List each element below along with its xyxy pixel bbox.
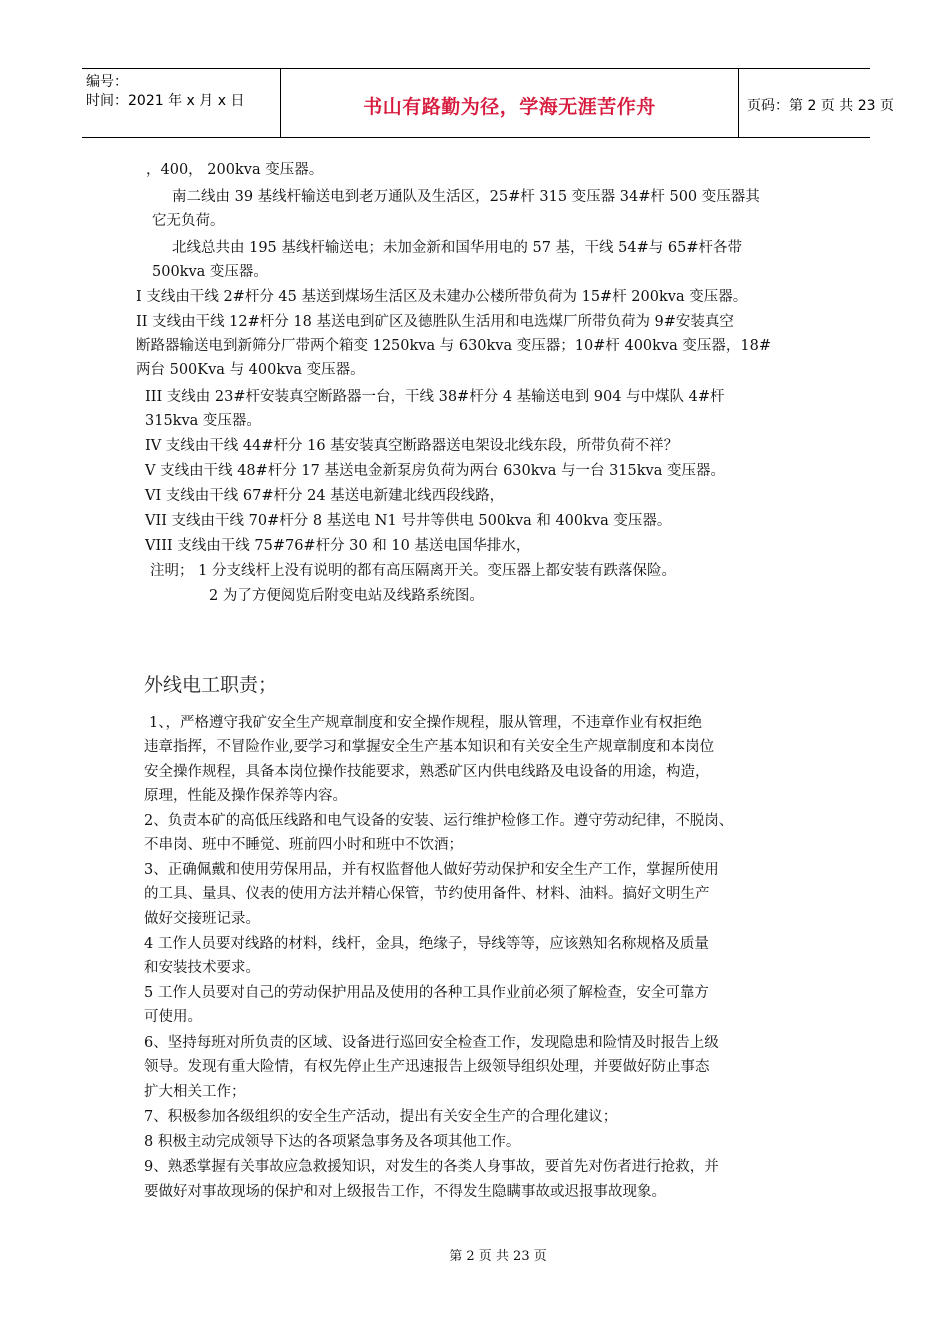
duty-line: 和安装技术要求。 bbox=[144, 960, 260, 976]
duty-line: 4 工作人员要对线路的材料，线杆，金具，绝缘子，导线等等，应该熟知名称规格及质量 bbox=[144, 936, 709, 952]
duty-line: 8 积极主动完成领导下达的各项紧急事务及各项其他工作。 bbox=[144, 1134, 521, 1150]
page-footer: 第 2 页 共 23 页 bbox=[449, 1249, 547, 1264]
circuit-line: 500kva 变压器。 bbox=[152, 264, 268, 280]
circuit-line: IV 支线由干线 44#杆分 16 基安装真空断路器送电架设北线东段，所带负荷不祥？ bbox=[145, 438, 679, 454]
circuit-note: 2 为了方便阅览后附变电站及线路系统图。 bbox=[209, 588, 484, 604]
duty-line: 7、积极参加各级组织的安全生产活动，提出有关安全生产的合理化建议； bbox=[144, 1109, 618, 1125]
doc-date: 时间：2021 年 x 月 x 日 bbox=[86, 93, 245, 109]
circuit-line: III 支线由 23#杆安装真空断路器一台，干线 38#杆分 4 基输送电到 904 与中煤队 4#杆 bbox=[145, 389, 725, 405]
page-header bbox=[82, 68, 894, 138]
doc-number-label: 编号： bbox=[86, 74, 128, 90]
duty-line: 要做好对事故现场的保护和对上级报告工作，不得发生隐瞒事故或迟报事故现象。 bbox=[144, 1184, 666, 1200]
duty-line: 违章指挥，不冒险作业,要学习和掌握安全生产基本知识和有关安全生产规章制度和本岗位 bbox=[144, 739, 715, 755]
duty-line: 9、熟悉掌握有关事故应急救援知识，对发生的各类人身事故，要首先对伤者进行抢救，并 bbox=[144, 1159, 719, 1175]
circuit-line: 两台 500Kva 与 400kva 变压器。 bbox=[136, 362, 365, 378]
duty-line: 安全操作规程，具备本岗位操作技能要求，熟悉矿区内供电线路及电设备的用途，构造， bbox=[144, 764, 710, 780]
circuit-line: ，400， 200kva 变压器。 bbox=[146, 162, 324, 178]
circuit-line: VII 支线由干线 70#杆分 8 基送电 N1 号井等供电 500kva 和 400kva 变压器。 bbox=[145, 513, 672, 529]
section-title: 外线电工职责； bbox=[144, 674, 278, 696]
circuit-line: 它无负荷。 bbox=[152, 213, 225, 229]
circuit-line: 断路器输送电到新筛分厂带两个箱变 1250kva 与 630kva 变压器；10#杆 400kva 变压器，18# bbox=[136, 338, 771, 354]
header-page-info: 页码：第 2 页 共 23 页 bbox=[747, 98, 894, 114]
circuit-line: VI 支线由干线 67#杆分 24 基送电新建北线西段线路， bbox=[145, 488, 505, 504]
duty-line: 领导。发现有重大险情，有权先停止生产迅速报告上级领导组织处理，并要做好防止事态 bbox=[144, 1059, 710, 1075]
circuit-note: 注明； 1 分支线杆上没有说明的都有高压隔离开关。变压器上都安装有跌落保险。 bbox=[150, 563, 676, 579]
duty-line: 原理，性能及操作保养等内容。 bbox=[144, 788, 347, 804]
header-meta bbox=[82, 69, 280, 137]
circuit-line: 315kva 变压器。 bbox=[145, 413, 261, 429]
duty-line: 不串岗、班中不睡觉、班前四小时和班中不饮酒； bbox=[144, 837, 463, 853]
circuit-line: V 支线由干线 48#杆分 17 基送电金新泵房负荷为两台 630kva 与一台 315kva 变压器。 bbox=[145, 463, 725, 479]
duty-line: 的工具、量具、仪表的使用方法并精心保管，节约使用备件、材料、油料。搞好文明生产 bbox=[144, 886, 710, 902]
circuit-line: II 支线由干线 12#杆分 18 基送电到矿区及德胜队生活用和电选煤厂所带负荷为 9#安装真空 bbox=[136, 314, 734, 330]
circuit-line: I 支线由干线 2#杆分 45 基送到煤场生活区及未建办公楼所带负荷为 15#杆 200kva 变压器。 bbox=[136, 289, 748, 305]
duty-line: 5 工作人员要对自己的劳动保护用品及使用的各种工具作业前必须了解检查，安全可靠方 bbox=[144, 985, 709, 1001]
circuit-line: VIII 支线由干线 75#76#杆分 30 和 10 基送电国华排水， bbox=[145, 538, 531, 554]
duty-line: 6、坚持每班对所负责的区域、设备进行巡回安全检查工作，发现隐患和险情及时报告上级 bbox=[144, 1035, 719, 1051]
header-motto: 书山有路勤为径，学海无涯苦作舟 bbox=[363, 95, 656, 118]
duty-line: 2、负责本矿的高低压线路和电气设备的安装、运行维护检修工作。遵守劳动纪律，不脱岗、 bbox=[144, 813, 734, 829]
duty-line: 可使用。 bbox=[144, 1009, 202, 1025]
duty-line: 1、，严格遵守我矿安全生产规章制度和安全操作规程，服从管理，不违章作业有权拒绝 bbox=[149, 715, 702, 731]
duty-line: 做好交接班记录。 bbox=[144, 911, 260, 927]
circuit-line: 南二线由 39 基线杆输送电到老万通队及生活区，25#杆 315 变压器 34#杆 500 变压器其 bbox=[172, 189, 760, 205]
circuit-line: 北线总共由 195 基线杆输送电；未加金新和国华用电的 57 基，干线 54#与 65#杆各带 bbox=[172, 240, 742, 256]
header-motto-cell bbox=[280, 69, 739, 137]
duty-line: 扩大相关工作； bbox=[144, 1084, 246, 1100]
duty-line: 3、正确佩戴和使用劳保用品，并有权监督他人做好劳动保护和安全生产工作，掌握所使用 bbox=[144, 862, 719, 878]
